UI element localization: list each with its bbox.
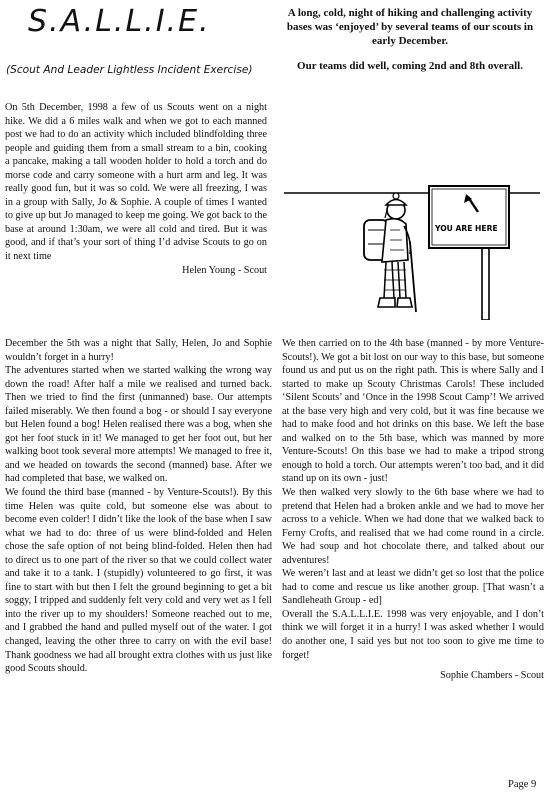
- story-sophie-para-4: We then carried on to the 4th base (manned - by more Venture-Scouts!). We got a bit lost on our way to this base, but someone found us and put us on the right path. This is where Sally and I started to make up Scouty Christmas Carols! These included ‘Silent Scouts’ and ‘Once in the 1998 Scout Camp’! We arrived at the base very high and very cold, but it was fine because we had to make food and hot drinks on this base. We left the base and walked on to the 5th base, which was manned by more Venture-Scouts! On this base we had to make a tripod strong enough to hold a torch. Our attempts weren’t too bad, and it did stand up on its own - just!: [282, 338, 544, 485]
- story-sophie-para-6: We weren’t last and at least we didn’t get so lost that the police had to come and rescue us like another group. [That wasn’t a Sandleheath Group - ed]: [282, 568, 544, 607]
- intro-line-2: Our teams did well, coming 2nd and 8th overall.: [297, 60, 523, 72]
- story-sophie-author: Sophie Chambers - Scout: [440, 670, 544, 682]
- story-sophie-part2: [282, 337, 544, 683]
- story-sophie-para-7: Overall the S.A.L.L.I.E. 1998 was very enjoyable, and I don’t think we will forget it in a hurry! I was asked whether I would do another one, I said yes but not too soon to give me time to forget!: [282, 608, 544, 661]
- story-helen-author: Helen Young - Scout: [182, 264, 267, 276]
- hiker-drawing: [282, 150, 544, 320]
- intro-line-1: A long, cold, night of hiking and challenging activity bases was ‘enjoyed’ by several teams of our scouts in early December.: [286, 7, 534, 47]
- story-sophie-para-1: December the 5th was a night that Sally, Helen, Jo and Sophie wouldn’t forget in a hurry!: [5, 338, 272, 363]
- story-sophie-part1: [5, 337, 272, 676]
- story-sophie-para-2: The adventures started when we started walking the wrong way down the road! After half a mile we realised and turned back. Then we tried to find the first (unmanned) base. Our attempts failed miserably. We then found a bog - or should I say everyone but Helen found a bog! Helen realised there was a bog, when she got her foot stuck in it! We managed to get her foot out, but her walking boot took several more attempts! We managed to free it, and we headed on towards the second (manned) base. After we had completed that base, we walked on.: [5, 365, 272, 485]
- page-number: Page 9: [508, 779, 537, 790]
- sign-text: YOU ARE HERE: [435, 224, 498, 233]
- story-sophie-para-3: We found the third base (manned - by Venture-Scouts!). By this time Helen was quite cold, but someone else was about to become even colder! I didn’t like the look of the base when I saw what we had to do: three of us were blind-folded and Helen chose the safe option of not being blind-folded. Helen then had to direct us to one part of the river so that we could collect water and take it to a tank. I (stupidly) volunteered to go first, it was fine to start with but then I felt the ground beginning to get a bit soggy, I tripped and suddenly felt very cold and very wet as I fell into the river up to my shoulders! Someone reached out to me, and I grabbed the hand and pulled myself out of the water. I got changed, leaving the other three to carry on with the evil base! Thank goodness we had all brought extra clothes with us just like good Scouts should.: [5, 487, 272, 675]
- hiker-sign-illustration: [282, 150, 544, 320]
- intro-box: [278, 6, 542, 73]
- article-subtitle: (Scout And Leader Lightless Incident Exercise): [6, 64, 253, 76]
- story-helen-body: On 5th December, 1998 a few of us Scouts went on a night hike. We did a 6 miles walk and when we got to each manned post we had to do an activity which included blindfolding three people and guiding them from a small stream to a bin, cooking a pancake, making a tall wooden holder to hold a torch and do morse code and carry someone with a hurt arm and leg. It was really good fun, but it was so cold. We were all freezing, I was in a group with Sally, Jo & Sophie. A couple of times I wanted to give up but Jo managed to keep me going. We got back to the base at around 1:30am, we were all cold and tired. But it was good, and if that’s your sort of thing I’d advise Scouts to go on it next time: [5, 102, 267, 263]
- story-sophie-para-5: We then walked very slowly to the 6th base where we had to pretend that Helen had a broken ankle and we had to move her across to a vehicle. When we had done that we walked back to Ferny Crofts, and realised that we had come round in a circle. We had soup and hot chocolate there, and talked about our adventures!: [282, 487, 544, 566]
- story-helen: [5, 101, 267, 277]
- article-title: S.A.L.L.I.E.: [28, 4, 211, 39]
